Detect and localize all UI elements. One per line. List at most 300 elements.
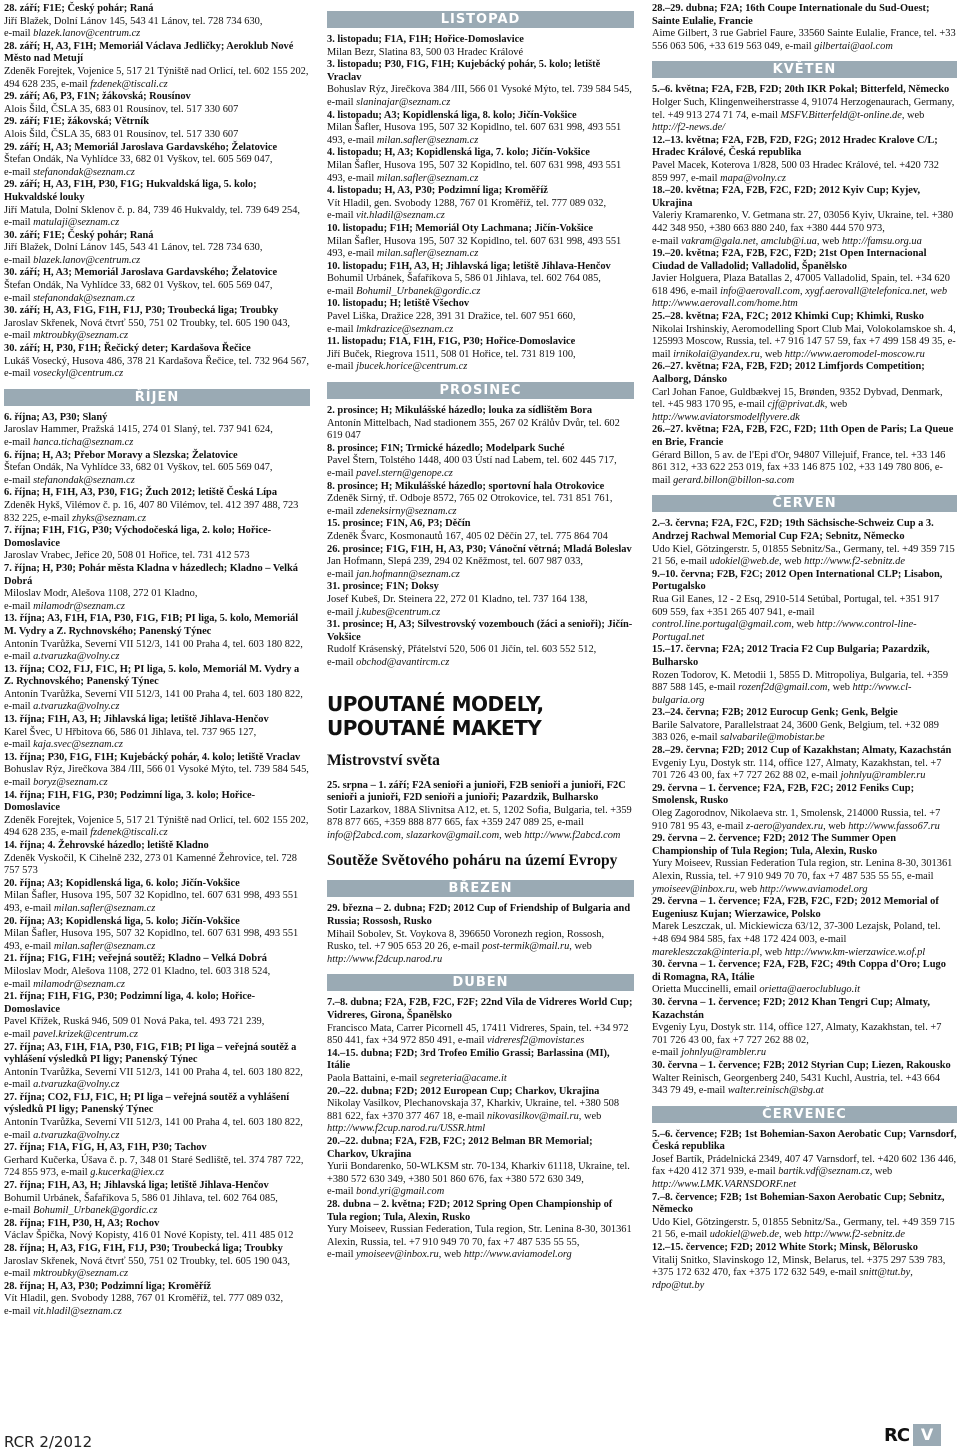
contact-text: Lukáš Vosecký, Husova 486, 378 21 Kardašova Řečice, tel. 732 964 567, [4, 355, 309, 367]
event-contact [4, 500, 310, 525]
event-contact [652, 1022, 957, 1060]
event-title: 28. září; H, A3, F1H; Memoriál Václava Jedličky; Aeroklub Nové Město nad Metují [4, 40, 294, 65]
event-entry [327, 997, 634, 1047]
email-prefix: e-mail [327, 468, 357, 479]
event-title: 13. října; A3, F1H, F1A, P30, F1G, F1B; PI liga, 5. kolo, Memoriál M. Vydry a Z. Rychnovského; Panenský Týnec [4, 613, 299, 637]
event-title: 21. října; F1H, F1G, P30; Podzimní liga, 4. kolo; Hořice-Domoslavice [4, 991, 256, 1015]
contact-text: Milan Šafler, Husova 195, 507 32 Kopidlno, tel. 607 631 998, 493 551 493, e-mail [327, 122, 622, 146]
email-prefix: e-mail [4, 28, 34, 40]
event-title: 6. října; A3, P30; Slaný [4, 411, 108, 423]
contact-text: Zdeněk Forejtek, Vojenice 5, 517 21 Týniště nad Orlicí, tel. 602 155 202, 494 628 235, e-mail [4, 65, 309, 90]
section-subheading: Soutěže Světového poháru na území Evropy [327, 852, 618, 870]
event-contact [4, 727, 310, 752]
email-address: kaja.svec@seznam.cz [33, 739, 123, 751]
email-address: jan.hofmann@seznam.cz [356, 568, 460, 580]
event-contact [4, 890, 310, 915]
event-entry [327, 34, 634, 59]
month-banner: KVĚTEN [652, 61, 957, 78]
contact-text: , web [779, 556, 805, 568]
contact-text: Francisco Mata, Carrer Picornell 45, 17411 Vidreres, Spain, tel. +34 972 850 441, fax +34 972 850 491, e-mail [327, 1022, 629, 1047]
event-title: 13. října; CO2, F1J, F1C, H; PI liga, 5. kolo, Memoriál M. Vydry a Z. Rychnovského; Panenský Týnec [4, 663, 300, 688]
event-title: 5.–6. července; F2B; 1st Bohemian-Saxon Aerobatic Cup; Varnsdorf, Česká republika [652, 1128, 957, 1153]
contact-text: Milan Šafler, Husova 195, 507 32 Kopidlno, tel. 607 631 998, 493 551 493, e-mail [327, 159, 622, 184]
contact-text: Udo Kiel, Götzingerstr. 5, 01855 Sebnitz/Sa., Germany, tel. +49 359 715 21 56, e-mail [652, 543, 955, 568]
contact-text: Yurii Bondarenko, 50-WLKSM str. 70-134, Kharkiv 61118, Ukraine, tel. +380 572 630 349, +380 501 860 676, fax +380 572 630 349, [327, 1161, 630, 1185]
event-title: 27. října; CO2, F1J, F1C, H; PI liga – veřejná soutěž a vyhlášení výsledků PI ligy; Panenský Týnec [4, 1091, 290, 1116]
event-title: 30. září; H, A3, F1G, F1H, F1J, P30; Troubecká liga; Troubky [4, 305, 279, 317]
event-contact [327, 349, 634, 374]
event-contact [4, 129, 310, 142]
event-title: 20.–22. dubna; F2A, F2B, F2C; 2012 Belman BR Memorial; Charkov, Ukrajina [327, 1135, 593, 1160]
event-entry [652, 959, 957, 997]
email-address: udokiel@web.de [709, 556, 780, 568]
event-title: 27. října; F1A, F1G, H, A3, F1H, P30; Tachov [4, 1142, 207, 1154]
event-contact [652, 720, 957, 745]
event-contact [327, 84, 634, 109]
event-entry [4, 1243, 310, 1281]
email-address: fzdenek@tiscali.cz [90, 78, 168, 90]
event-entry [652, 1242, 957, 1292]
event-entry [652, 896, 957, 959]
event-entry [652, 3, 957, 53]
contact-text: Marek Leszczak, ul. Mickiewicza 63/12, 37-300 Lezajsk, Poland, tel. +48 694 984 585, fax +48 172 424 003, e-mail [652, 921, 941, 945]
event-entry [327, 405, 634, 443]
event-title: 25.–28. května; F2A, F2C; 2012 Khimki Cup; Khimki, Rusko [652, 311, 924, 323]
event-entry [327, 147, 634, 185]
email-address: orietta@aeroclublugo.it [759, 984, 861, 996]
event-entry [652, 1192, 957, 1242]
event-title: 6. října; H, F1H, A3, P30, F1G; Žuch 2012; letiště Česká Lípa [4, 487, 278, 499]
event-title: 19.–20. května; F2A, F2B, F2C, F2D; 21st Open Internacional Ciudad de Valladolid; Valladolid, Španělsko [652, 248, 927, 272]
event-contact [4, 66, 310, 91]
event-contact [4, 104, 310, 117]
event-title: 6. října; H, A3; Přebor Moravy a Slezska; Želatovice [4, 449, 238, 461]
email-prefix: e-mail [4, 368, 34, 380]
event-contact [4, 318, 310, 343]
event-title: 26.–27. května; F2A, F2B, F2D; 2012 Limfjords Competition; Aalborg, Dánsko [652, 361, 925, 386]
event-title: 20.–22. dubna; F2D; 2012 European Cup; Charkov, Ukrajina [327, 1085, 600, 1097]
event-entry [327, 59, 634, 109]
event-title: 15. prosince; F1N, A6, P3; Děčín [327, 518, 471, 530]
email-address: a.tvaruzka@volny.cz [33, 1129, 120, 1141]
event-entry [327, 619, 634, 669]
event-contact [327, 311, 634, 336]
event-title: 28.–29. dubna; F2A; 16th Coupe Internationale du Sud-Ouest; Sainte Eulalie, Francie [652, 3, 930, 27]
event-title: 29. září; F1E; žákovská; Větrník [4, 116, 149, 128]
email-prefix: e-mail [327, 606, 357, 618]
email-address: pavel.stern@genope.cz [356, 468, 453, 479]
event-entry [4, 790, 310, 840]
email-prefix: e-mail [327, 96, 357, 108]
month-banner: LISTOPAD [327, 11, 634, 28]
event-contact [327, 455, 634, 480]
email-prefix: e-mail [4, 292, 34, 304]
email-address: walter.reinisch@sbg.at [727, 1085, 824, 1097]
email-prefix: e-mail [4, 701, 34, 713]
contact-text: Bohumil Urbánek, Šafaříkova 5, 586 01 Jihlava, tel. 602 764 085, [4, 1192, 278, 1204]
event-entry [4, 752, 310, 790]
event-title: 26. prosince; F1G, F1H, H, A3, P30; Vánoční větrná; Mladá Boleslav [327, 543, 632, 555]
contact-text: Štefan Ondák, Na Vyhlídce 33, 682 01 Vyškov, tel. 605 569 047, [4, 154, 273, 166]
event-title: 23.–24. června; F2B; 2012 Eurocup Genk; Genk, Belgie [652, 707, 898, 719]
event-contact [652, 97, 957, 135]
contact-text: Bohuslav Rýz, Jirečkova 384 /III, 566 01 Vysoké Mýto, tel. 739 584 545, [4, 764, 309, 776]
email-address: MSFV.Bitterfeld@t-online.de [780, 109, 902, 121]
event-title: 8. prosince; F1N; Trmické házedlo; Modelpark Suché [327, 442, 565, 454]
event-entry [327, 185, 634, 223]
email-address: slaninajar@seznam.cz [356, 96, 451, 108]
event-entry [327, 481, 634, 519]
email-address: blazek.lanov@centrum.cz [33, 254, 141, 266]
event-title: 14. října; 4. Žehrovské házedlo; letiště Kladno [4, 840, 209, 851]
email-prefix: e-mail [4, 254, 34, 266]
event-contact [4, 966, 310, 991]
email-address: voseckyl@centrum.cz [33, 368, 124, 380]
event-contact [4, 1193, 310, 1218]
month-banner: ČERVEN [652, 495, 957, 512]
contact-text: Zdeněk Sirný, tř. Odboje 8572, 765 02 Otrokovice, tel. 731 851 761, [327, 493, 613, 505]
event-contact [652, 273, 957, 311]
event-contact [327, 556, 634, 581]
web-address: http://www.aviamodel.org [759, 883, 868, 895]
contact-text: Zdeněk Hykš, Vilémov č. p. 16, 407 80 Vilémov, tel. 412 397 488, 723 832 225, e-mail [4, 499, 299, 524]
email-address: milan.safler@seznam.cz [53, 902, 156, 914]
contact-text: Zdeněk Švarc, Kosmonautů 167, 405 02 Děčín 27, tel. 775 864 704 [327, 530, 608, 542]
event-contact [4, 689, 310, 714]
event-title: 29. června – 1. července; F2A, F2B, F2C, F2D; 2012 Memorial of Eugeniusz Kujan; Wierzawice, Polsko [652, 896, 939, 920]
event-contact [327, 929, 634, 967]
contact-text: Jaroslav Hammer, Pražská 1415, 274 01 Slaný, tel. 737 941 624, [4, 424, 273, 436]
page-number: V [913, 1424, 941, 1446]
event-title: 7. října; H, P30; Pohár města Kladna v házedlech; Kladno – Velká Dobrá [4, 562, 298, 587]
event-title: 28. října; F1H, P30, H, A3; Rochov [4, 1217, 160, 1229]
event-entry [652, 833, 957, 896]
month-banner: PROSINEC [327, 382, 634, 399]
event-contact [652, 1217, 957, 1242]
event-title: 2. prosince; H; Mikulášské házedlo; louka za sídlištěm Bora [327, 405, 593, 417]
event-entry [327, 443, 634, 481]
event-contact [327, 493, 634, 518]
event-entry [4, 487, 310, 525]
rc-logo [884, 1423, 952, 1447]
contact-text: Gérard Billon, 5 av. de l'Epi d'Or, 94807 Villejuif, France, tel. +33 146 861 312, +33 622 253 019, fax +33 146 875 102, +33 149 780 806, e-mail [652, 449, 946, 486]
event-contact [652, 387, 957, 425]
contact-text: Antonín Tvarůžka, Severní VII 512/3, 141 00 Praha 4, tel. 603 180 822, [4, 1066, 303, 1078]
event-title: 27. října; A3, F1H, F1A, P30, F1G, F1B; PI liga – veřejná soutěž a vyhlášení výsledků PI ligy; Panenský Týnec [4, 1041, 297, 1066]
web-address: http://www.f2cup.narod.ru/USSR.html [327, 1123, 486, 1135]
event-title: 30. června – 1. července; F2D; 2012 Khan Tengri Cup; Almaty, Kazachstán [652, 996, 930, 1021]
event-title: 8. prosince; H; Mikulášské házedlo; sportovní hala Otrokovice [327, 480, 605, 492]
email-address: z-aero@yandex.ru [746, 820, 824, 832]
email-address: zdeneksirny@seznam.cz [356, 505, 457, 517]
event-contact [652, 544, 957, 569]
email-address: rozenf2d@gmail.com [738, 682, 828, 694]
email-prefix: e-mail [4, 330, 34, 342]
event-title: 11. listopadu; F1A, F1H, F1G, P30; Hořice-Domoslavice [327, 336, 576, 348]
event-contact [652, 324, 957, 362]
event-contact [327, 1161, 634, 1199]
email-prefix: e-mail [4, 777, 34, 789]
web-address: http://www.aviamodel.org [463, 1249, 572, 1261]
email-prefix: e-mail [4, 1028, 34, 1040]
event-entry [652, 135, 957, 185]
contact-text: Holger Such, Klingenweiherstrasse 4, 91074 Herzogenaurach, Germany, tel. +49 913 274 71 74, e-mail [652, 96, 955, 121]
event-title: 10. listopadu; H; letiště Všechov [327, 298, 470, 310]
event-entry [652, 1129, 957, 1192]
contact-text: , web [569, 941, 592, 953]
event-entry [652, 783, 957, 833]
web-address: http://www.f2dcup.narod.ru [327, 953, 443, 965]
event-contact [4, 815, 310, 840]
section-subheading: Mistrovství světa [327, 751, 440, 769]
web-address: http://www.fasso67.ru [848, 820, 940, 832]
event-entry [4, 714, 310, 752]
event-contact [4, 1293, 310, 1318]
contact-text: Yury Moiseev, Russian Federation, Tula region, Str. Lenina 8-30, 301361 Alexin, Russia, tel. +7 910 949 70 70, fax +7 487 535 55 55, [327, 1224, 632, 1248]
email-address: mktroubky@seznam.cz [33, 330, 129, 342]
event-entry [327, 1199, 634, 1262]
event-entry [4, 305, 310, 343]
event-entry [327, 261, 634, 299]
event-contact [652, 160, 957, 185]
email-address: matulaji@seznam.cz [33, 217, 120, 229]
contact-text: Alois Šild, ČSLA 35, 683 01 Rousínov, tel. 517 330 607 [4, 128, 239, 140]
contact-text: Zdeněk Forejtek, Vojenice 5, 517 21 Týniště nad Orlicí, tel. 602 155 202, 494 628 235, e-mail [4, 814, 309, 839]
web-address: http://www.f2-sebnitz.de [804, 556, 905, 568]
contact-text: Sotir Lazarkov, 188A Slivnitsa A12, et. 5, 1202 Sofia, Bulgaria, tel. +359 878 877 665, +359 888 877 665, fax +359 247 089 25, e-mail [327, 804, 632, 829]
event-contact [327, 47, 634, 60]
event-title: 12.–15. července; F2D; 2012 White Stork; Minsk, Bělorusko [652, 1242, 918, 1254]
contact-text: Pavel Štern, Tolstého 1448, 400 03 Ústí nad Labem, tel. 602 445 717, [327, 455, 617, 467]
event-entry [327, 903, 634, 966]
column-1 [4, 3, 310, 1319]
contact-text: Bohuslav Rýz, Jirečkova 384 /III, 566 01 Vysoké Mýto, tel. 739 584 545, [327, 84, 632, 96]
contact-text: Yury Moiseev, Russian Federation Tula region, str. Lenina 8-30, 301361 Alexin, Russia, tel. +7 910 949 70 70, fax +7 487 535 55 55, e-mail [652, 858, 953, 882]
event-entry [327, 780, 634, 843]
contact-text: Javier Holguera, Plaza Batallas 2, 47005 Valladolid, Spain, tel. +34 620 618 496, e-mail [652, 273, 950, 297]
contact-text: Václav Špička, Nový Kopisty, 416 01 Nové Kopisty, tel. 411 485 012 [4, 1230, 294, 1242]
contact-text: , web [499, 829, 525, 841]
contact-text: Rudolf Krásenský, Přátelství 520, 506 01 Jičín, tel. 603 552 512, [327, 644, 597, 656]
contact-text: Bohumil Urbánek, Šafaříkova 5, 586 01 Jihlava, tel. 602 764 085, [327, 273, 601, 285]
event-contact [327, 644, 634, 669]
event-title: 14. října; F1H, F1G, P30; Podzimní liga, 3. kolo; Hořice-Domoslavice [4, 789, 256, 814]
contact-text: Barile Salvatore, Parallelstraat 24, 3600 Genk, Belgium, tel. +32 089 383 026, e-mail [652, 719, 939, 744]
event-title: 28. září; F1E; Český pohár; Raná [4, 3, 154, 14]
email-address: pavel.krizek@centrum.cz [33, 1028, 138, 1040]
event-title: 20. října; A3; Kopidlenská liga, 6. kolo; Jičín-Vokšice [4, 877, 240, 889]
event-entry [652, 569, 957, 645]
email-address: mktroubky@seznam.cz [33, 1268, 129, 1280]
event-contact [652, 758, 957, 783]
contact-text: Miloslav Modr, Alešova 1108, 272 01 Kladno, tel. 603 318 524, [4, 965, 271, 977]
email-address: mapa@volny.cz [720, 172, 786, 184]
contact-text: Evgeniy Lyu, Dostyk str. 114, office 127, Almaty, Kazakhstan, tel. +7 701 726 43 00, fax +7 727 262 88 02, [652, 1022, 942, 1046]
event-title: 12.–13. května; F2A, F2B, F2D, F2G; 2012 Hradec Kralove C/L; Hradec Králové, Česká republika [652, 134, 938, 159]
event-entry [4, 142, 310, 180]
email-prefix: e-mail [327, 505, 357, 517]
event-contact [4, 205, 310, 230]
event-contact [327, 1098, 634, 1136]
event-contact [4, 462, 310, 487]
email-address: ymoiseev@inbox.ru [652, 883, 735, 895]
email-prefix: e-mail [327, 285, 357, 297]
event-contact [652, 450, 957, 488]
contact-text: Mihail Sobolev, St. Voykova 8, 396650 Voronezh region, Rossosh, Rusko, tel. +7 905 653 20 26, e-mail [327, 928, 605, 953]
event-entry [4, 343, 310, 381]
event-entry [4, 991, 310, 1041]
event-contact [652, 1255, 957, 1293]
event-entry [327, 336, 634, 374]
event-title: 30. června – 1. července; F2B; 2012 Styrian Cup; Liezen, Rakousko [652, 1059, 951, 1071]
email-address: stefanondak@seznam.cz [33, 166, 135, 178]
event-entry [4, 1092, 310, 1142]
email-prefix: e-mail [4, 1305, 34, 1317]
email-prefix: e-mail [4, 978, 34, 990]
email-prefix: e-mail [327, 323, 357, 335]
email-prefix: e-mail [327, 361, 357, 373]
event-title: 30. září; H, A3; Memoriál Jaroslava Gardavského; Želatovice [4, 267, 278, 279]
contact-text: , [799, 285, 806, 297]
event-title: 10. listopadu; F1H; Memoriál Oty Lachmana; Jičín-Vokšice [327, 222, 594, 234]
event-contact [4, 550, 310, 563]
issue-label: RCR 2/2012 [4, 1433, 93, 1451]
event-entry [327, 1136, 634, 1199]
month-banner: ŘÍJEN [4, 389, 310, 406]
event-entry [652, 361, 957, 424]
email-address: vit.hladil@seznam.cz [356, 210, 445, 222]
month-banner: DUBEN [327, 974, 634, 991]
contact-text: Aime Gilbert, 3 rue Gabriel Faure, 33560 Sainte Eulalie, France, tel. +33 556 063 506, +33 619 563 049, e-mail [652, 28, 956, 52]
event-title: 10. listopadu; F1H, A3, H; Jihlavská liga; letiště Jihlava-Henčov [327, 260, 611, 272]
email-address: a.tvaruzka@volny.cz [33, 1079, 120, 1091]
event-entry [4, 664, 310, 714]
contact-text: Milan Šafler, Husova 195, 507 32 Kopidlno, tel. 607 631 998, 493 551 493, e-mail [4, 890, 299, 914]
event-title: 15.–17. června; F2A; 2012 Tracia F2 Cup Bulgaria; Pazardzik, Bulharsko [652, 644, 930, 668]
contact-text: Alois Šild, ČSLA 35, 683 01 Rousínov, tel. 517 330 607 [4, 103, 239, 115]
event-title: 29. září; H, A3, F1H, P30, F1G; Hukvaldská liga, 5. kolo; Hukvaldské louky [4, 179, 257, 203]
email-address: stefanondak@seznam.cz [33, 292, 135, 304]
event-contact [4, 1067, 310, 1092]
email-address: info@f2abcd.com, slazarkov@gmail.com [327, 829, 500, 841]
email-address: milan.safler@seznam.cz [376, 248, 479, 260]
event-contact [327, 1023, 634, 1048]
contact-text: Jiří Blažek, Dolní Lánov 145, 543 41 Lánov, tel. 728 734 630, [4, 15, 263, 27]
email-prefix: e-mail [327, 568, 357, 580]
logo-text: RC [884, 1424, 910, 1446]
event-contact [4, 1230, 310, 1243]
event-entry [4, 613, 310, 663]
email-address: segreteria@acame.it [419, 1073, 507, 1084]
email-address: salvabarile@mobistar.be [720, 732, 825, 744]
email-address: milan.safler@seznam.cz [53, 940, 156, 952]
event-title: 2.–3. června; F2A, F2C, F2D; 19th Sächsische-Schweiz Cup a 3. Andrzej Rachwal Memorial Cup F2A; Sebnitz, Německo [652, 518, 934, 542]
email-address: milan.safler@seznam.cz [376, 134, 479, 146]
event-contact [4, 242, 310, 267]
event-contact [4, 928, 310, 953]
contact-text: , web [734, 883, 760, 895]
email-address: milan.safler@seznam.cz [376, 172, 479, 184]
event-entry [4, 840, 310, 878]
contact-text: , web [759, 348, 785, 360]
web-address: http://famsu.org.ua [841, 235, 922, 247]
event-contact [652, 808, 957, 833]
event-entry [4, 1281, 310, 1319]
email-address: blazek.lanov@centrum.cz [33, 28, 141, 40]
email-prefix: e-mail [4, 1079, 34, 1091]
email-address: milamodr@seznam.cz [33, 600, 125, 612]
event-title: 31. prosince; F1N; Doksy [327, 581, 439, 593]
contact-text: Walter Reinisch, Georgenberg 240, 5431 Kuchl, Austria, tel. +43 664 343 79 49, e-mail [652, 1072, 941, 1097]
event-contact [327, 160, 634, 185]
contact-text: Rua Gil Eanes, 12 - 2 Esq, 2910-514 Setúbal, Portugal, tel. +351 917 609 559, fax +351 265 407 941, e-mail [652, 593, 940, 618]
event-entry [4, 450, 310, 488]
email-address: bartik.vdf@seznam.cz [778, 1166, 870, 1178]
contact-text: Nikolai Irshinskiy, Aeromodelling Sport Club Mai, Volokolamskoe sh. 4, 125993 Moscow, Russia, tel. +7 916 147 57 59, fax +7 499 158 49 35, e-mail [652, 323, 956, 360]
contact-text: Jiří Matula, Dolní Sklenov č. p. 84, 739 46 Hukvaldy, tel. 739 649 254, [4, 204, 301, 216]
contact-text: Jan Hofmann, Slepá 239, 294 02 Kněžmost, tel. 607 987 033, [327, 556, 583, 568]
event-contact [4, 853, 310, 878]
email-prefix: e-mail [652, 1047, 682, 1059]
event-entry [4, 3, 310, 41]
event-contact [4, 356, 310, 381]
contact-text: , web [759, 946, 785, 958]
contact-text: Jiří Buček, Riegrova 1511, 508 01 Hořice, tel. 731 819 100, [327, 348, 576, 360]
contact-text: Karel Švec, U Hřbitova 66, 586 01 Jihlava, tel. 737 965 127, [4, 726, 257, 738]
event-entry [652, 311, 957, 361]
web-address: http://www.cl-bulgaria.org [652, 682, 912, 706]
event-contact [4, 1155, 310, 1180]
event-contact [327, 1073, 634, 1086]
event-entry [4, 1042, 310, 1092]
email-address: marekleszczak@interia.pl [652, 946, 760, 958]
event-entry [4, 878, 310, 916]
contact-text: Rozen Todorov, K. Metodii 1, 5855 D. Mitropoliya, Bulgaria, tel. +359 887 588 145, e-mail [652, 669, 949, 694]
email-prefix: e-mail [4, 437, 34, 448]
contact-text: , web [827, 682, 853, 694]
email-address: post-termik@mail.ru [482, 941, 570, 953]
event-contact [327, 236, 634, 261]
email-address: cjf@privat.dk [767, 399, 825, 411]
event-entry [652, 745, 957, 783]
event-contact [327, 122, 634, 147]
event-contact [652, 1073, 957, 1098]
event-title: 30. září; F1E; Český pohár; Raná [4, 229, 154, 241]
event-entry [652, 185, 957, 248]
event-title: 28. dubna – 2. května; F2D; 2012 Spring Open Championship of Tula region; Tula, Alexin, Rusko [327, 1198, 613, 1223]
event-title: 30. září; H, P30, F1H; Řečický deter; Kardašova Řečice [4, 343, 251, 355]
event-title: 29. března – 2. dubna; F2D; 2012 Cup of Friendship of Bulgaria and Russia; Rossosh, Rusko [327, 903, 631, 928]
contact-text: Josef Kubeš, Dr. Steinera 22, 272 01 Kladno, tel. 737 164 138, [327, 593, 588, 605]
contact-text: Milan Bezr, Slatina 83, 500 03 Hradec Králové [327, 46, 524, 58]
event-contact [327, 594, 634, 619]
contact-text: , web [578, 1110, 602, 1122]
event-entry [327, 544, 634, 582]
event-entry [4, 953, 310, 991]
event-title: 21. října; F1G, F1H; veřejná soutěž; Kladno – Velká Dobrá [4, 953, 267, 965]
email-address: boryz@seznam.cz [33, 777, 108, 789]
event-entry [327, 1086, 634, 1136]
event-entry [4, 91, 310, 116]
event-title: 28. října; H, A3, F1G, F1H, F1J, P30; Troubecká liga; Troubky [4, 1243, 283, 1254]
contact-text: Štefan Ondák, Na Vyhlídce 33, 682 01 Vyškov, tel. 605 569 047, [4, 462, 273, 474]
month-banner: ČERVENEC [652, 1106, 957, 1123]
contact-text: , web [901, 109, 925, 121]
event-title: 20. října; A3; Kopidlenská liga, 5. kolo; Jičín-Vokšice [4, 915, 240, 927]
email-address: johnlyu@rambler.ru [840, 770, 926, 782]
event-contact [4, 280, 310, 305]
event-title: 7.–8. července; F2B; 1st Bohemian-Saxon Aerobatic Cup; Sebnitz, Německo [652, 1191, 945, 1216]
